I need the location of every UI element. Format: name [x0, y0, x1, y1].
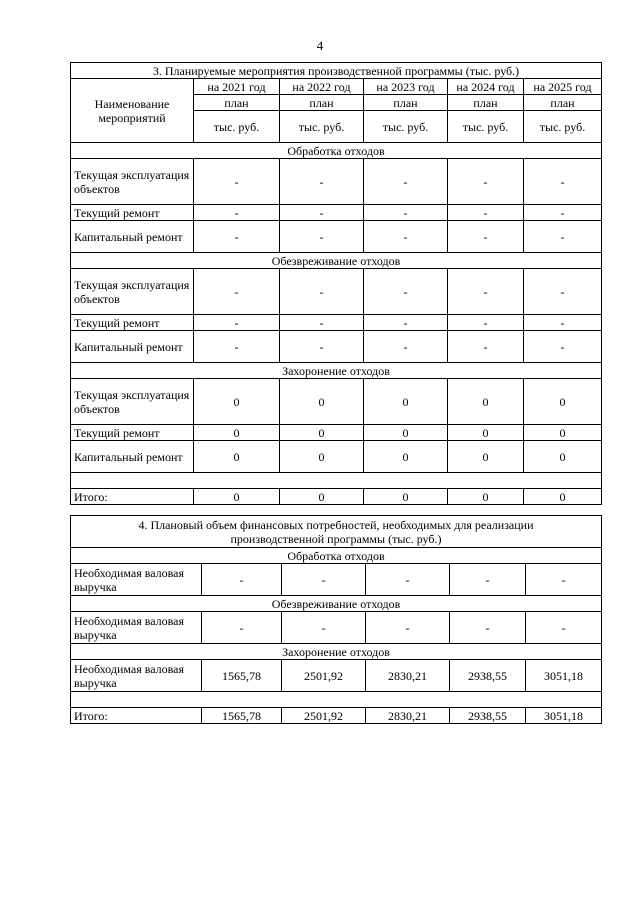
section-title-row — [71, 63, 602, 79]
value-cell: - — [526, 564, 602, 596]
unit-header: тыс. руб. — [524, 111, 602, 143]
year-header: на 2022 год — [280, 79, 364, 95]
value-cell: - — [364, 221, 448, 253]
total-label: Итого: — [71, 489, 194, 505]
value-cell: - — [366, 612, 450, 644]
value-cell: - — [524, 221, 602, 253]
page-number: 4 — [316, 38, 324, 53]
data-row — [71, 441, 602, 473]
column-header-activities: Наименование мероприятий — [71, 79, 194, 143]
value-cell: - — [448, 315, 524, 331]
value-cell: 2830,21 — [366, 660, 450, 692]
group-header-row — [71, 644, 602, 660]
row-label: Необходимая валовая выручка — [71, 612, 202, 644]
value-cell: - — [448, 205, 524, 221]
data-row — [71, 379, 602, 425]
financial-needs-table — [70, 515, 602, 724]
value-cell: - — [524, 159, 602, 205]
value-cell: - — [280, 269, 364, 315]
value-cell: 0 — [448, 441, 524, 473]
row-label: Необходимая валовая выручка — [71, 564, 202, 596]
value-cell: 2938,55 — [450, 660, 526, 692]
value-cell: 0 — [524, 379, 602, 425]
value-cell: - — [194, 331, 280, 363]
value-cell: - — [524, 315, 602, 331]
data-row — [71, 331, 602, 363]
value-cell: 0 — [524, 425, 602, 441]
data-row — [71, 425, 602, 441]
value-cell: - — [448, 269, 524, 315]
value-cell: 2501,92 — [282, 660, 366, 692]
total-value: 0 — [524, 489, 602, 505]
empty-row — [71, 473, 602, 489]
value-cell: 0 — [194, 441, 280, 473]
total-value: 1565,78 — [202, 708, 282, 724]
value-cell: 3051,18 — [526, 660, 602, 692]
unit-header: тыс. руб. — [280, 111, 364, 143]
year-header: на 2025 год — [524, 79, 602, 95]
section-title: 3. Планируемые мероприятия производственной программы (тыс. руб.) — [71, 63, 602, 79]
row-label: Текущий ремонт — [71, 205, 194, 221]
value-cell: 1565,78 — [202, 660, 282, 692]
data-row — [71, 564, 602, 596]
value-cell: - — [366, 564, 450, 596]
value-cell: - — [450, 612, 526, 644]
data-row — [71, 269, 602, 315]
value-cell: 0 — [364, 379, 448, 425]
value-cell: - — [450, 564, 526, 596]
group-name: Обезвреживание отходов — [71, 253, 602, 269]
value-cell: 0 — [280, 425, 364, 441]
row-label: Необходимая валовая выручка — [71, 660, 202, 692]
value-cell: 0 — [194, 425, 280, 441]
total-value: 0 — [364, 489, 448, 505]
data-row — [71, 612, 602, 644]
group-name: Обезвреживание отходов — [71, 596, 602, 612]
value-cell: 0 — [280, 379, 364, 425]
value-cell: - — [364, 315, 448, 331]
value-cell: 0 — [524, 441, 602, 473]
plan-header: план — [280, 95, 364, 111]
value-cell: - — [524, 331, 602, 363]
row-label: Текущая эксплуатация объектов — [71, 159, 194, 205]
spacer-row — [71, 473, 602, 489]
total-value: 0 — [280, 489, 364, 505]
value-cell: - — [364, 331, 448, 363]
group-name: Обработка отходов — [71, 143, 602, 159]
total-value: 2830,21 — [366, 708, 450, 724]
total-label: Итого: — [71, 708, 202, 724]
data-row — [71, 221, 602, 253]
value-cell: - — [202, 564, 282, 596]
value-cell: - — [448, 159, 524, 205]
value-cell: - — [524, 269, 602, 315]
value-cell: - — [280, 331, 364, 363]
section-title-row — [71, 516, 602, 548]
unit-header: тыс. руб. — [364, 111, 448, 143]
value-cell: - — [194, 315, 280, 331]
value-cell: 0 — [364, 441, 448, 473]
unit-header: тыс. руб. — [448, 111, 524, 143]
value-cell: 0 — [280, 441, 364, 473]
header-years-row — [71, 79, 602, 95]
value-cell: - — [524, 205, 602, 221]
row-label: Капитальный ремонт — [71, 441, 194, 473]
year-header: на 2024 год — [448, 79, 524, 95]
spacer-row — [71, 692, 602, 708]
value-cell: 0 — [194, 379, 280, 425]
group-name: Захоронение отходов — [71, 644, 602, 660]
data-row — [71, 205, 602, 221]
value-cell: - — [280, 159, 364, 205]
group-name: Обработка отходов — [71, 548, 602, 564]
value-cell: - — [448, 331, 524, 363]
plan-header: план — [448, 95, 524, 111]
row-label: Капитальный ремонт — [71, 331, 194, 363]
total-row — [71, 708, 602, 724]
section-title: 4. Плановый объем финансовых потребностей, необходимых для реализации производственной программы (тыс. руб.) — [71, 516, 602, 548]
plan-header: план — [364, 95, 448, 111]
planned-activities-table — [70, 62, 602, 505]
unit-header: тыс. руб. — [194, 111, 280, 143]
data-row — [71, 315, 602, 331]
total-value: 2501,92 — [282, 708, 366, 724]
value-cell: - — [282, 564, 366, 596]
year-header: на 2021 год — [194, 79, 280, 95]
group-header-row — [71, 143, 602, 159]
value-cell: - — [280, 205, 364, 221]
value-cell: - — [194, 205, 280, 221]
row-label: Текущая эксплуатация объектов — [71, 269, 194, 315]
row-label: Текущая эксплуатация объектов — [71, 379, 194, 425]
value-cell: - — [364, 205, 448, 221]
value-cell: - — [364, 159, 448, 205]
total-value: 2938,55 — [450, 708, 526, 724]
total-value: 0 — [194, 489, 280, 505]
value-cell: - — [282, 612, 366, 644]
value-cell: - — [364, 269, 448, 315]
value-cell: 0 — [364, 425, 448, 441]
group-header-row — [71, 548, 602, 564]
value-cell: - — [448, 221, 524, 253]
value-cell: - — [194, 159, 280, 205]
value-cell: 0 — [448, 425, 524, 441]
data-row — [71, 159, 602, 205]
value-cell: - — [526, 612, 602, 644]
value-cell: - — [280, 221, 364, 253]
total-value: 3051,18 — [526, 708, 602, 724]
group-header-row — [71, 363, 602, 379]
year-header: на 2023 год — [364, 79, 448, 95]
group-header-row — [71, 596, 602, 612]
value-cell: - — [202, 612, 282, 644]
total-row — [71, 489, 602, 505]
value-cell: - — [194, 269, 280, 315]
group-name: Захоронение отходов — [71, 363, 602, 379]
plan-header: план — [524, 95, 602, 111]
row-label: Текущий ремонт — [71, 425, 194, 441]
total-value: 0 — [448, 489, 524, 505]
value-cell: - — [280, 315, 364, 331]
value-cell: 0 — [448, 379, 524, 425]
value-cell: - — [194, 221, 280, 253]
row-label: Текущий ремонт — [71, 315, 194, 331]
empty-row — [71, 692, 602, 708]
group-header-row — [71, 253, 602, 269]
plan-header: план — [194, 95, 280, 111]
data-row — [71, 660, 602, 692]
row-label: Капитальный ремонт — [71, 221, 194, 253]
